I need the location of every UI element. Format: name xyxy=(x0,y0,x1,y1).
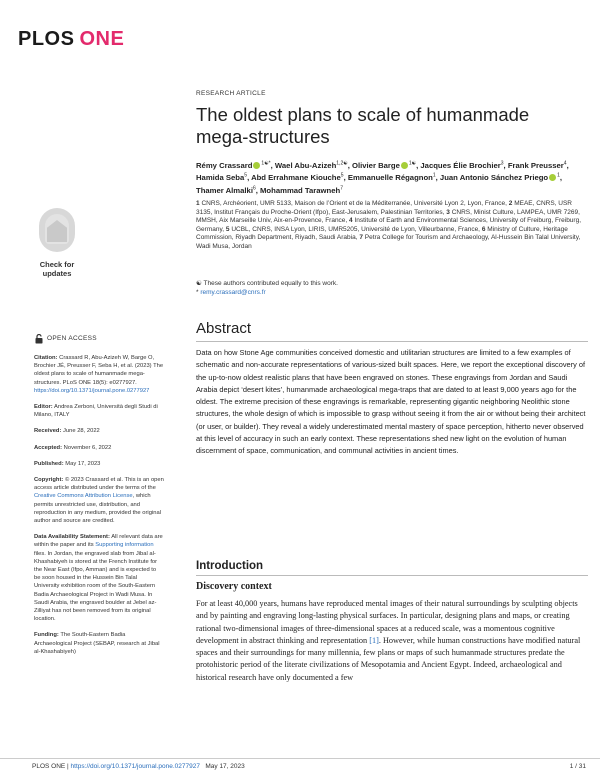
received-block xyxy=(34,427,164,435)
email-link[interactable]: remy.crassard@cnrs.fr xyxy=(200,289,266,296)
author-affiliation-marker: 6 xyxy=(252,185,256,192)
article-type: RESEARCH ARTICLE xyxy=(196,90,266,97)
abstract-heading: Abstract xyxy=(196,320,252,337)
journal-logo[interactable] xyxy=(18,28,124,51)
author[interactable] xyxy=(275,161,352,170)
author-separator: , xyxy=(343,173,348,183)
published-date: May 17, 2023 xyxy=(65,460,101,467)
author-affiliation-marker: 1☯* xyxy=(261,160,271,166)
page-footer xyxy=(32,763,245,770)
check-updates-label xyxy=(34,261,80,278)
citation-text: Crassard R, Abu-Azizeh W, Barge O, Brochier JÉ, Preusser F, Seba H, et al. (2023) The oldest plans to scale of humanmade mega-structures. PLoS ONE 18(5): e0277927. xyxy=(34,355,164,386)
footer-divider xyxy=(0,758,600,759)
article-sidebar xyxy=(34,334,164,664)
author-name: Wael Abu-Azizeh xyxy=(274,160,337,170)
author-name: Olivier Barge xyxy=(352,160,400,170)
author[interactable] xyxy=(196,161,275,170)
orcid-icon[interactable] xyxy=(401,162,408,169)
accepted-block xyxy=(34,444,164,452)
abstract-divider xyxy=(196,341,588,342)
orcid-icon[interactable] xyxy=(253,162,260,169)
data-availability-label: Data Availability Statement: xyxy=(34,534,110,541)
author-list xyxy=(196,158,588,196)
author-separator: , xyxy=(255,186,261,196)
intro-paragraph-part2: . However, while human constructions have modified natural spaces and their surroundings for many millennia, few plans or maps of such humanmade structures predate the protohistoric period of the literate civilizations of Mesopotamia and Ancient Egypt. Indeed, archaeological and historical research have only documented a few xyxy=(196,635,581,682)
intro-paragraph-part1: For at least 40,000 years, humans have reproduced mental images of their natural surroundings by sculpting objects and by painting and engraving long-lasting physical surfaces. In particular, designing plans and maps, or creating rational two-dimensional images of three-dimensional spaces at a reduced scale, was a momentous cognitive development in abstract thinking and representation xyxy=(196,599,578,645)
open-lock-icon xyxy=(35,334,43,344)
author-affiliation-marker: 5 xyxy=(340,172,344,179)
author[interactable] xyxy=(251,173,348,182)
page-number: 1 / 31 xyxy=(569,763,586,770)
affiliation-text: UCBL, CNRS, INSA Lyon, LIRIS, UMR5205, Université de Lyon, Villeurbanne, France, xyxy=(231,225,480,233)
citation-label: Citation: xyxy=(34,355,58,361)
citation-doi-link[interactable]: https://doi.org/10.1371/journal.pone.0277927 xyxy=(34,387,150,394)
logo-plos: PLOS xyxy=(18,28,75,50)
author-affiliation-marker: 1 xyxy=(557,172,560,179)
open-access-badge xyxy=(34,334,164,344)
author-affiliation-marker: 1☯ xyxy=(408,160,417,166)
introduction-divider xyxy=(196,575,588,576)
editor-text: Andrea Zerboni, Università degli Studi di Milano, ITALY xyxy=(34,404,158,419)
author-separator: , xyxy=(503,160,508,170)
corresponding-email xyxy=(196,289,266,296)
author-name: Emmanuelle Régagnon xyxy=(347,173,433,183)
introduction-heading: Introduction xyxy=(196,560,264,572)
reference-link[interactable]: [1] xyxy=(369,635,379,645)
open-access-label: OPEN ACCESS xyxy=(47,334,97,342)
author-separator: , xyxy=(347,160,352,170)
author-separator: , xyxy=(247,173,252,183)
introduction-text xyxy=(196,598,588,684)
discovery-context-heading: Discovery context xyxy=(196,581,272,592)
affiliation-text: Petra College for Tourism and Archaeology, Al-Hussein Bin Talal University, Wadi Musa, Jordan xyxy=(196,234,581,250)
author-separator: , xyxy=(435,173,440,183)
affiliation-number: 7 xyxy=(359,234,363,242)
citation-block xyxy=(34,354,164,395)
copyright-block xyxy=(34,476,164,525)
funding-block xyxy=(34,631,164,656)
data-availability-block xyxy=(34,533,164,623)
author[interactable] xyxy=(420,161,507,170)
author-separator: , xyxy=(416,160,421,170)
author-name: Thamer Almalki xyxy=(196,186,253,196)
author[interactable] xyxy=(196,173,251,182)
author-name: Rémy Crassard xyxy=(196,160,253,170)
license-link[interactable]: Creative Commons Attribution License xyxy=(34,493,133,500)
author[interactable] xyxy=(196,186,260,195)
affiliation-number: 5 xyxy=(225,225,230,233)
author-affiliation-marker: 1,2☯ xyxy=(336,160,348,166)
author-name: Frank Preusser xyxy=(507,160,564,170)
affiliation-number: 3 xyxy=(446,208,450,216)
author-affiliation-marker: 1 xyxy=(432,172,436,179)
author-separator: , xyxy=(270,160,275,170)
author-separator: , xyxy=(566,160,569,170)
author-affiliation-marker: 3 xyxy=(500,160,504,166)
affiliation-text: Institute of Earth and Environmental Sciences, University of Freiburg, Freiburg, Germany, xyxy=(196,217,582,233)
author-name: Jacques Élie Brochier xyxy=(420,160,501,170)
email-prefix: * xyxy=(196,289,201,296)
data-availability-text-2: files. In Jordan, the engraved slab from Jibal al-Khashabiyeh is stored at the French Institute for the Near East (Ifpo, Amman) and is expected to be soon housed in the Hussein Bin Talal University exhibition room of the South-Eastern Badia Archaeological Project in Wadi Musa. In Saudi Arabia, the engraved boulder at Jebel az-Zilliyat has not been removed from its original location. xyxy=(34,550,158,623)
orcid-icon[interactable] xyxy=(549,174,556,181)
received-date: June 28, 2022 xyxy=(63,428,100,435)
accepted-date: November 6, 2022 xyxy=(63,444,112,451)
author[interactable] xyxy=(440,173,562,182)
check-updates-line2: updates xyxy=(42,268,72,278)
author-name: Juan Antonio Sánchez Priego xyxy=(439,173,549,183)
check-for-updates-badge[interactable] xyxy=(34,208,80,288)
funding-text: The South-Eastern Badia Archaeological Project (SEBAP, research at Jibal al-Khashabiyeh) xyxy=(34,632,160,655)
affiliation-text: Ministry of Culture, Heritage Commission, Riyadh Department, Riyadh, Saudi Arabia, xyxy=(196,225,568,242)
affiliation-text: CNRS, Minist Culture, LAMPEA, UMR 7269, MMSH, Aix Marseille Univ, Aix-en-Provence, France, xyxy=(196,208,580,225)
footer-doi-link[interactable]: https://doi.org/10.1371/journal.pone.0277927 xyxy=(70,763,200,770)
author-affiliation-marker: 7 xyxy=(340,185,343,192)
affiliation-number: 1 xyxy=(196,200,200,207)
abstract-text: Data on how Stone Age communities conceived domestic and utilitarian structures are limited to a few examples of schematic and non-accurate representations of various-sized built spaces. Here, we report the exceptional discovery of the up-to-now oldest realistic plans that have been engraved on stones. These engravings from Jordan and Saudi Arabia depict ‘desert kites’, humanmade archaeological mega-traps that are dated to at least 9,000 years ago for the oldest. The extreme precision of these engravings is remarkable, representing gigantic neighboring Neolithic stone structures, the whole design of which is impossible to grasp without seeing it from the air or without being their architect (or user, or builder). They reveal a widely underestimated mental mastery of space perception, hitherto never observed at this level of accuracy in such an early context. These representations shed new light on the evolution of human discernment of space, communication, and communal activities in ancient times. xyxy=(196,348,586,456)
published-block xyxy=(34,460,164,468)
check-updates-line1: Check for xyxy=(39,260,75,269)
author-name: Hamida Seba xyxy=(196,173,245,183)
logo-one: ONE xyxy=(79,28,125,50)
copyright-text: © 2023 Crassard et al. This is an open access article distributed under the terms of the xyxy=(34,477,164,492)
copyright-text-2: , which permits unrestricted use, distribution, and reproduction in any medium, provided the original author and source are credited. xyxy=(34,493,161,525)
author-affiliation-marker: 5 xyxy=(244,172,248,179)
editor-label: Editor: xyxy=(34,404,53,411)
received-label: Received: xyxy=(34,428,62,435)
affiliation-number: 6 xyxy=(481,225,486,233)
author-separator: , xyxy=(559,173,563,183)
author[interactable] xyxy=(260,186,343,195)
editor-block xyxy=(34,403,164,419)
footer-journal: PLOS ONE xyxy=(32,763,66,770)
copyright-label: Copyright: xyxy=(34,477,64,484)
affiliation-text: MEAE, CNRS, USR 3135, Institut Français du Proche-Orient (Ifpo), East-Jerusalem, Palestinian Territories, xyxy=(196,200,573,216)
author-name: Abd Errahmane Kiouche xyxy=(251,173,341,183)
author[interactable] xyxy=(508,161,569,170)
supporting-information-link[interactable]: Supporting information xyxy=(95,542,154,549)
affiliation-number: 2 xyxy=(508,200,513,207)
data-availability-text: All relevant data are within the paper and its xyxy=(34,534,163,549)
footer-separator: | xyxy=(65,763,71,770)
equal-contribution-note: ☯ These authors contributed equally to this work. xyxy=(196,280,338,287)
affiliation-text: CNRS, Archéorient, UMR 5133, Maison de l’Orient et de la Méditerranée, Université Lyon 2, Lyon, France, xyxy=(201,200,507,207)
affiliations xyxy=(196,200,588,252)
funding-label: Funding: xyxy=(34,632,59,639)
author-affiliation-marker: 4 xyxy=(563,160,567,166)
affiliation-number: 4 xyxy=(349,217,353,225)
published-label: Published: xyxy=(34,460,64,467)
footer-date: May 17, 2023 xyxy=(205,763,245,770)
author[interactable] xyxy=(352,161,420,170)
article-title: The oldest plans to scale of humanmade mega-structures xyxy=(196,104,530,147)
accepted-label: Accepted: xyxy=(34,444,63,451)
author-name: Mohammad Tarawneh xyxy=(260,186,341,196)
author[interactable] xyxy=(348,173,440,182)
